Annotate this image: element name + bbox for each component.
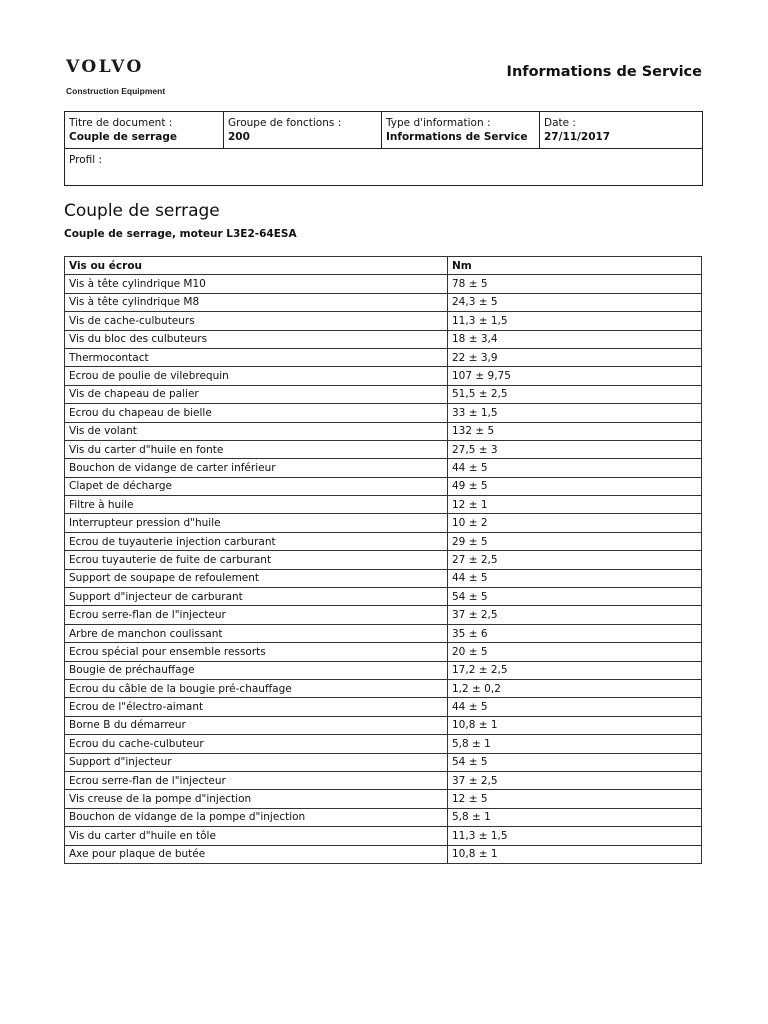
table-row — [65, 312, 702, 330]
document-subheading: Couple de serrage, moteur L3E2-64ESA — [64, 228, 297, 240]
function-group-cell — [224, 112, 382, 149]
table-row — [65, 459, 702, 477]
table-row — [65, 404, 702, 422]
part-name-cell: Support de soupape de refoulement — [65, 569, 448, 587]
torque-value-cell: 11,3 ± 1,5 — [448, 827, 702, 845]
torque-value-cell: 107 ± 9,75 — [448, 367, 702, 385]
table-row — [65, 367, 702, 385]
torque-value-cell: 10,8 ± 1 — [448, 845, 702, 863]
torque-value-cell: 37 ± 2,5 — [448, 606, 702, 624]
torque-value-cell: 18 ± 3,4 — [448, 330, 702, 348]
torque-value-cell: 29 ± 5 — [448, 532, 702, 550]
table-row — [65, 496, 702, 514]
part-name-cell: Vis à tête cylindrique M10 — [65, 275, 448, 293]
torque-table-body — [65, 275, 702, 864]
table-row — [65, 569, 702, 587]
torque-value-cell: 10 ± 2 — [448, 514, 702, 532]
torque-value-cell: 78 ± 5 — [448, 275, 702, 293]
torque-value-cell: 24,3 ± 5 — [448, 293, 702, 311]
torque-value-cell: 33 ± 1,5 — [448, 404, 702, 422]
table-row — [65, 348, 702, 366]
profile-cell — [65, 149, 703, 186]
part-name-cell: Vis de volant — [65, 422, 448, 440]
table-row — [65, 532, 702, 550]
table-row — [65, 606, 702, 624]
torque-value-cell: 12 ± 1 — [448, 496, 702, 514]
torque-value-cell: 27 ± 2,5 — [448, 551, 702, 569]
torque-value-cell: 51,5 ± 2,5 — [448, 385, 702, 403]
date-cell — [540, 112, 703, 149]
column-header-part: Vis ou écrou — [65, 257, 448, 275]
table-row — [65, 551, 702, 569]
table-row — [65, 514, 702, 532]
table-row — [65, 661, 702, 679]
part-name-cell: Bouchon de vidange de carter inférieur — [65, 459, 448, 477]
volvo-logo: VOLVO — [66, 57, 144, 77]
table-row — [65, 624, 702, 642]
info-type-label: Type d'information : — [386, 117, 491, 129]
part-name-cell: Vis de chapeau de palier — [65, 385, 448, 403]
profile-label: Profil : — [69, 154, 103, 166]
document-heading: Couple de serrage — [64, 201, 220, 221]
table-header-row — [65, 257, 702, 275]
torque-value-cell: 27,5 ± 3 — [448, 440, 702, 458]
part-name-cell: Ecrou du chapeau de bielle — [65, 404, 448, 422]
table-row — [65, 827, 702, 845]
table-row — [65, 753, 702, 771]
document-meta-table — [64, 111, 703, 186]
date-label: Date : — [544, 117, 576, 129]
torque-value-cell: 54 ± 5 — [448, 588, 702, 606]
part-name-cell: Ecrou tuyauterie de fuite de carburant — [65, 551, 448, 569]
info-type-cell — [382, 112, 540, 149]
part-name-cell: Vis du carter d"huile en tôle — [65, 827, 448, 845]
info-type-value: Informations de Service — [386, 131, 528, 143]
function-group-value: 200 — [228, 131, 250, 143]
table-row — [65, 735, 702, 753]
part-name-cell: Bougie de préchauffage — [65, 661, 448, 679]
part-name-cell: Vis du bloc des culbuteurs — [65, 330, 448, 348]
service-title: Informations de Service — [506, 64, 702, 80]
part-name-cell: Axe pour plaque de butée — [65, 845, 448, 863]
part-name-cell: Ecrou de l"électro-aimant — [65, 698, 448, 716]
doc-title-value: Couple de serrage — [69, 131, 178, 143]
part-name-cell: Filtre à huile — [65, 496, 448, 514]
table-row — [65, 845, 702, 863]
part-name-cell: Vis creuse de la pompe d"injection — [65, 790, 448, 808]
part-name-cell: Ecrou de tuyauterie injection carburant — [65, 532, 448, 550]
torque-value-cell: 54 ± 5 — [448, 753, 702, 771]
torque-value-cell: 35 ± 6 — [448, 624, 702, 642]
table-row — [65, 588, 702, 606]
torque-value-cell: 49 ± 5 — [448, 477, 702, 495]
torque-value-cell: 20 ± 5 — [448, 643, 702, 661]
function-group-label: Groupe de fonctions : — [228, 117, 342, 129]
part-name-cell: Ecrou serre-flan de l"injecteur — [65, 771, 448, 789]
part-name-cell: Support d"injecteur — [65, 753, 448, 771]
torque-value-cell: 37 ± 2,5 — [448, 771, 702, 789]
torque-value-cell: 22 ± 3,9 — [448, 348, 702, 366]
table-row — [65, 771, 702, 789]
table-row — [65, 330, 702, 348]
torque-value-cell: 44 ± 5 — [448, 569, 702, 587]
part-name-cell: Vis de cache-culbuteurs — [65, 312, 448, 330]
table-row — [65, 643, 702, 661]
torque-value-cell: 17,2 ± 2,5 — [448, 661, 702, 679]
part-name-cell: Bouchon de vidange de la pompe d"injection — [65, 808, 448, 826]
part-name-cell: Support d"injecteur de carburant — [65, 588, 448, 606]
torque-value-cell: 44 ± 5 — [448, 698, 702, 716]
table-row — [65, 679, 702, 697]
part-name-cell: Borne B du démarreur — [65, 716, 448, 734]
table-row — [65, 422, 702, 440]
part-name-cell: Ecrou du câble de la bougie pré-chauffage — [65, 679, 448, 697]
torque-value-cell: 5,8 ± 1 — [448, 808, 702, 826]
doc-title-cell — [65, 112, 224, 149]
torque-value-cell: 10,8 ± 1 — [448, 716, 702, 734]
column-header-nm: Nm — [448, 257, 702, 275]
part-name-cell: Clapet de décharge — [65, 477, 448, 495]
part-name-cell: Vis à tête cylindrique M8 — [65, 293, 448, 311]
torque-value-cell: 1,2 ± 0,2 — [448, 679, 702, 697]
part-name-cell: Ecrou spécial pour ensemble ressorts — [65, 643, 448, 661]
table-row — [65, 808, 702, 826]
part-name-cell: Interrupteur pression d"huile — [65, 514, 448, 532]
part-name-cell: Vis du carter d"huile en fonte — [65, 440, 448, 458]
torque-value-cell: 5,8 ± 1 — [448, 735, 702, 753]
torque-value-cell: 12 ± 5 — [448, 790, 702, 808]
torque-value-cell: 44 ± 5 — [448, 459, 702, 477]
table-row — [65, 698, 702, 716]
date-value: 27/11/2017 — [544, 131, 611, 143]
table-row — [65, 790, 702, 808]
table-row — [65, 385, 702, 403]
part-name-cell: Ecrou de poulie de vilebrequin — [65, 367, 448, 385]
part-name-cell: Ecrou du cache-culbuteur — [65, 735, 448, 753]
doc-title-label: Titre de document : — [69, 117, 173, 129]
table-row — [65, 293, 702, 311]
part-name-cell: Arbre de manchon coulissant — [65, 624, 448, 642]
table-row — [65, 440, 702, 458]
torque-table — [64, 256, 702, 864]
part-name-cell: Thermocontact — [65, 348, 448, 366]
torque-value-cell: 11,3 ± 1,5 — [448, 312, 702, 330]
table-row — [65, 477, 702, 495]
logo-subtitle: Construction Equipment — [66, 86, 166, 96]
table-row — [65, 275, 702, 293]
table-row — [65, 716, 702, 734]
torque-value-cell: 132 ± 5 — [448, 422, 702, 440]
part-name-cell: Ecrou serre-flan de l"injecteur — [65, 606, 448, 624]
